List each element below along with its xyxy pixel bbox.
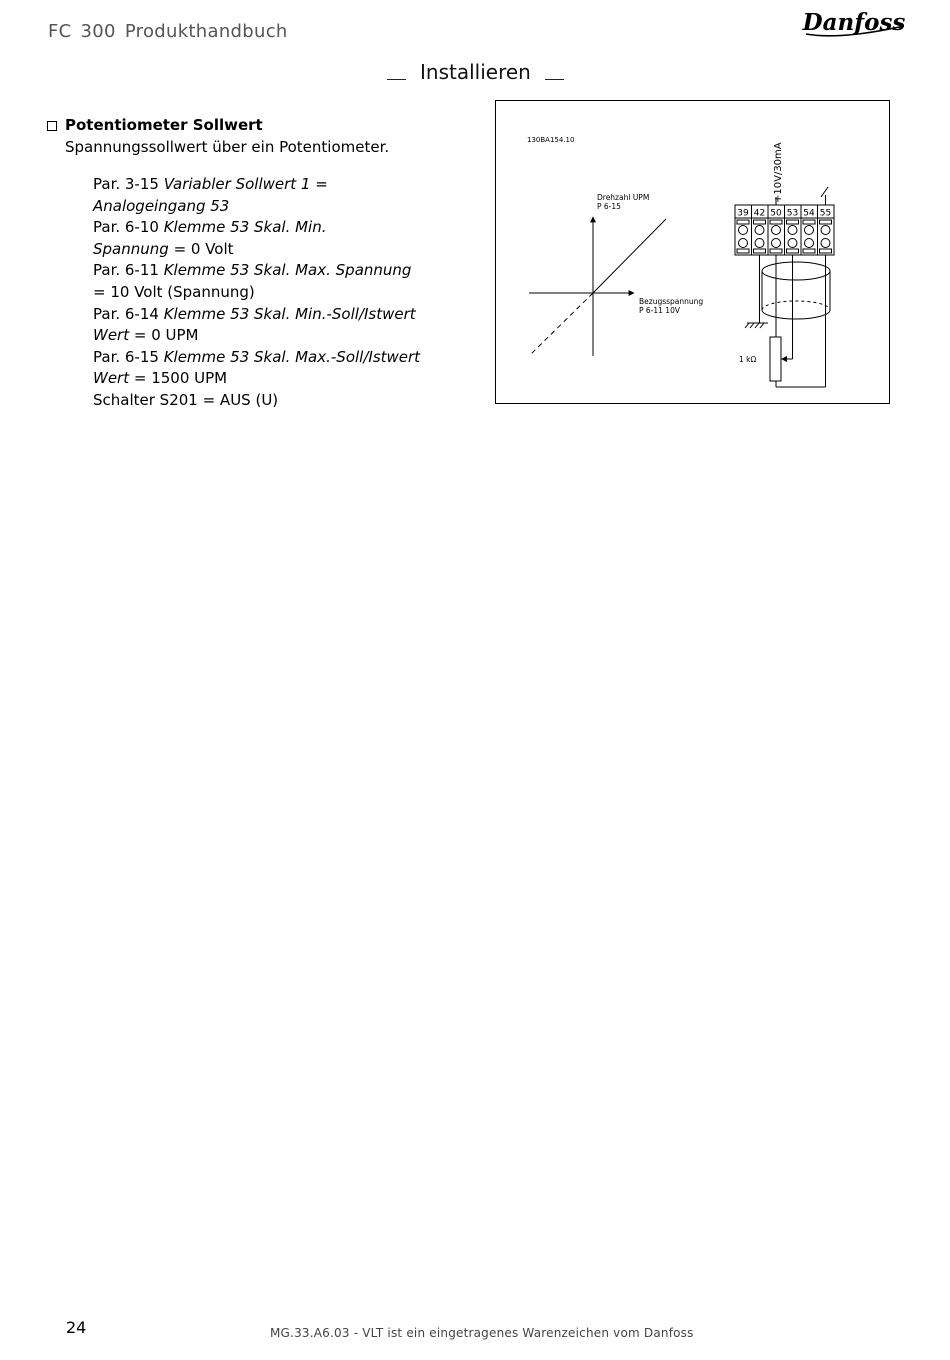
heading-rule-right (545, 79, 564, 80)
y-axis-param: P 6-15 (597, 202, 621, 211)
param-line: Par. 3-15 Variabler Sollwert 1 = (93, 175, 328, 193)
danfoss-logo (800, 4, 908, 44)
document-title: FC 300 Produkthandbuch (48, 21, 288, 42)
checkbox-square-icon (47, 121, 57, 131)
heading-rule-left (387, 79, 406, 80)
param-line: Par. 6-11 Klemme 53 Skal. Max. Spannung (93, 261, 412, 280)
param-line: Spannung = 0 Volt (93, 239, 234, 258)
param-line: Analogeingang 53 (93, 196, 230, 215)
wiring-diagram (496, 101, 889, 403)
shielded-cable (762, 262, 830, 319)
terminal-label: 50 (770, 208, 782, 219)
wiper-arrow-icon (781, 356, 787, 362)
wiring-diagram-figure (495, 100, 890, 404)
terminal-label: 54 (803, 208, 815, 219)
characteristic-line (593, 219, 666, 293)
item-title: Potentiometer Sollwert (65, 116, 263, 134)
supply-label: +10V/30mA (773, 142, 784, 203)
section-title: Installieren (420, 60, 531, 84)
figure-code: 130BA154.10 (527, 136, 575, 144)
x-axis-label: Bezugsspannung (639, 297, 704, 306)
potentiometer-circuit (745, 255, 826, 387)
parameter-list (93, 174, 453, 412)
x-axis-param: P 6-11 10V (639, 306, 680, 315)
characteristic-line-negative (529, 293, 593, 356)
terminal-label: 39 (737, 208, 749, 219)
resistor (770, 337, 781, 381)
footer-text: MG.33.A6.03 - VLT ist ein eingetragenes Warenzeichen vom Danfoss (270, 1326, 694, 1340)
param-line: Wert = 1500 UPM (93, 369, 228, 388)
param-line: Par. 6-10 Klemme 53 Skal. Min. (93, 218, 327, 237)
terminal-label: 42 (753, 208, 766, 219)
param-line: Par. 6-14 Klemme 53 Skal. Min.-Soll/Istwert (93, 304, 416, 323)
page-number: 24 (66, 1318, 87, 1337)
param-line: Wert = 0 UPM (93, 326, 199, 345)
param-line: Schalter S201 = AUS (U) (93, 390, 279, 409)
terminal-label: 55 (819, 208, 832, 219)
terminal-label: 53 (786, 208, 799, 219)
resistor-label: 1 kΩ (739, 355, 757, 364)
param-line: Par. 6-15 Klemme 53 Skal. Max.-Soll/Istwert (93, 347, 421, 366)
y-axis-label: Drehzahl UPM (597, 193, 650, 202)
param-line: = 10 Volt (Spannung) (93, 282, 255, 301)
logo-text: Danfoss (802, 9, 906, 36)
item-description: Spannungssollwert über ein Potentiometer. (65, 138, 390, 156)
